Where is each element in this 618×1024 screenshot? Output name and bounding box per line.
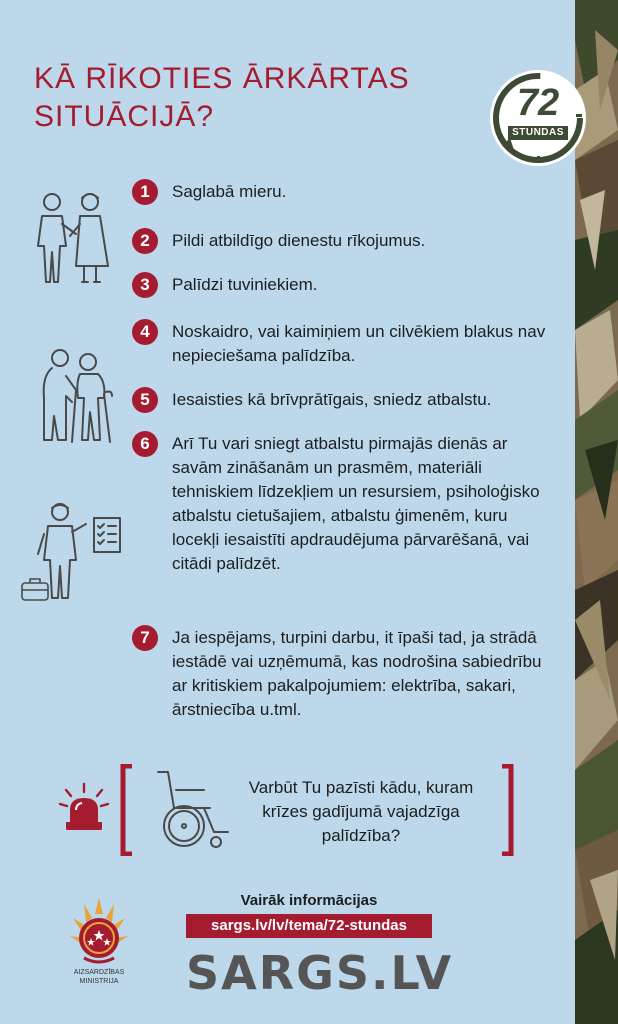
step-text: Iesaisties kā brīvprātīgais, sniedz atbalstu. [172, 390, 492, 409]
step-1 [132, 180, 572, 205]
title-line-2: SITUĀCIJĀ? [34, 100, 215, 133]
step-number: 1 [132, 179, 158, 205]
step-number: 7 [132, 625, 158, 651]
title-line-1: KĀ RĪKOTIES ĀRKĀRTAS [34, 62, 410, 95]
elderly-with-canes-icon [22, 346, 122, 446]
left-bracket [120, 764, 134, 856]
72-stundas-badge [488, 68, 588, 168]
step-5 [132, 388, 572, 413]
step-number: 5 [132, 387, 158, 413]
right-bracket [500, 764, 514, 856]
wheelchair-icon [150, 768, 236, 852]
step-text: Pildi atbildīgo dienestu rīkojumus. [172, 231, 426, 250]
briefcase-icon [20, 576, 50, 602]
step-number: 4 [132, 319, 158, 345]
ministry-name [62, 968, 136, 986]
step-text: Noskaidro, vai kaimiņiem un cilvēkiem blakus nav nepieciešama palīdzība. [172, 322, 546, 365]
step-text: Arī Tu vari sniegt atbalstu pirmajās dienās ar savām zināšanām un prasmēm, materiāli tehniskiem līdzekļiem un resursiem, psiholoģisko atbalstu cietušajiem, atbalstu ģimenēm, kuru locekļi iesaistīti apdraudējuma pārvarēšanā, vai citādi palīdzēt. [172, 434, 540, 573]
more-info-label: Vairāk informācijas [240, 892, 378, 909]
step-4 [132, 320, 572, 368]
ministry-emblem-icon [70, 898, 128, 968]
step-text: Saglabā mieru. [172, 182, 287, 201]
step-number: 6 [132, 431, 158, 457]
step-6 [132, 432, 557, 576]
step-text: Ja iespējams, turpini darbu, it īpaši tad, ja strādā iestādē vai uzņēmumā, kas nodrošina sabiedrību ar kritiskiem pakalpojumiem: elektrība, sakari, ārstniecība u.tml. [172, 628, 542, 719]
step-7 [132, 626, 557, 722]
step-3 [132, 273, 572, 298]
step-number: 3 [132, 272, 158, 298]
badge-number: 72 [516, 82, 560, 124]
ministry-line-1: AIZSARDZĪBAS [73, 969, 125, 976]
notice-text: Varbūt Tu pazīsti kādu, kuram krīzes gadījumā vajadzīga palīdzība? [248, 778, 474, 845]
sargs-logo: SARGS.LV [186, 946, 454, 1000]
step-2 [132, 229, 572, 254]
ministry-line-2: MINISTRIJA [79, 978, 119, 985]
page-title [34, 60, 474, 136]
elderly-couple-icon [24, 190, 120, 286]
badge-label: STUNDAS [512, 127, 564, 138]
step-number: 2 [132, 228, 158, 254]
info-url-link[interactable]: sargs.lv/lv/tema/72-stundas [186, 914, 432, 938]
alarm-siren-icon [58, 782, 110, 834]
step-text: Palīdzi tuviniekiem. [172, 275, 318, 294]
